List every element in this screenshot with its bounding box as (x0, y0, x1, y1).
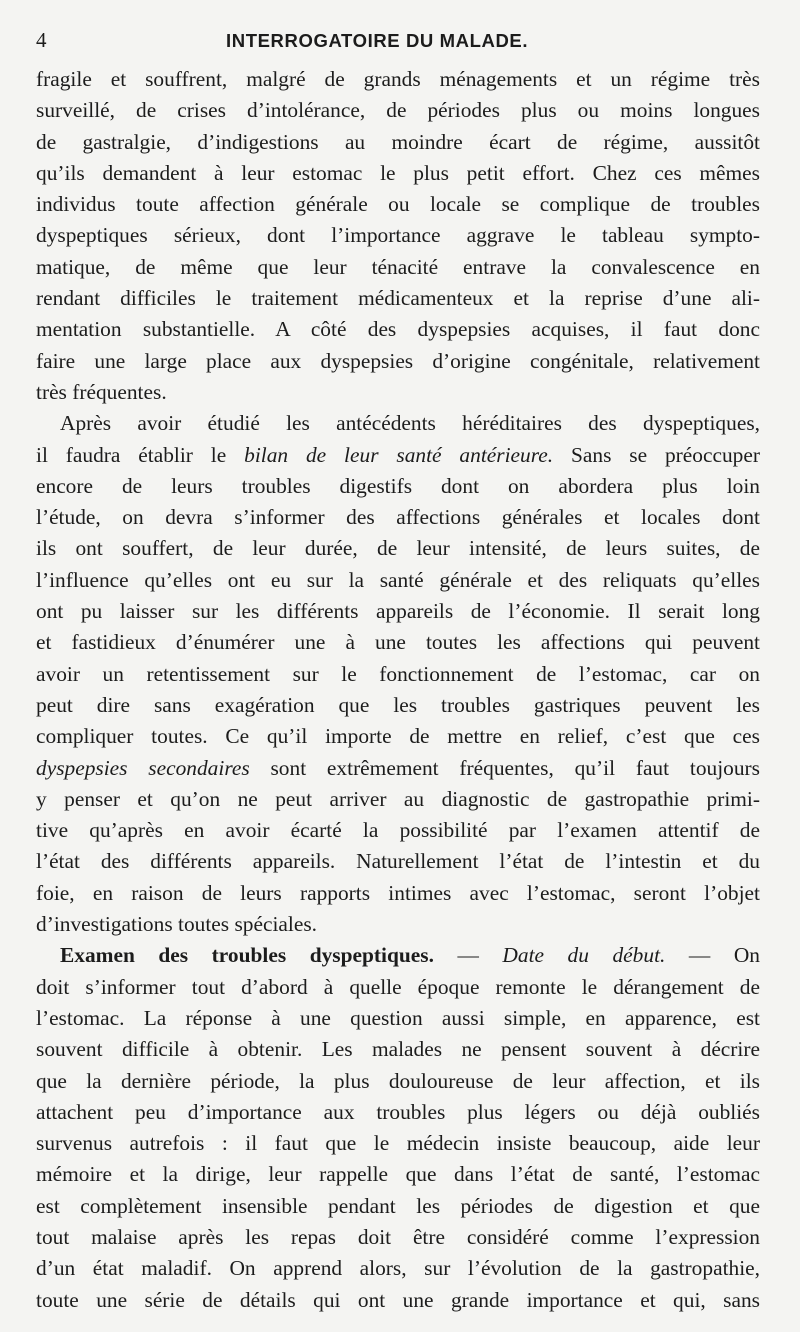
text-line: surveillé, de crises d’intolérance, de périodes plus ou moins longues (36, 98, 760, 123)
text-line: foie, en raison de leurs rapports intimes avec l’estomac, seront l’objet (36, 880, 760, 905)
text-line: d’investigations toutes spéciales. (36, 912, 317, 937)
section-heading: Examen des troubles dyspeptiques. (60, 943, 434, 968)
paragraph-2 (36, 408, 760, 940)
text-line: attachent peu d’importance aux troubles plus légers ou déjà oubliés (36, 1099, 760, 1124)
text-line: individus toute affection générale ou locale se complique de troubles (36, 192, 760, 217)
text-line: dyspeptiques sérieux, dont l’importance aggrave le tableau sympto- (36, 223, 760, 248)
text-line: encore de leurs troubles digestifs dont on abordera plus loin (36, 473, 760, 498)
text-line: y penser et qu’on ne peut arriver au diagnostic de gastropathie primi- (36, 786, 760, 811)
text-line: que la dernière période, la plus douloureuse de leur affection, et ils (36, 1068, 760, 1093)
running-title: INTERROGATOIRE DU MALADE. (226, 30, 529, 51)
text-line: de gastralgie, d’indigestions au moindre écart de régime, aussitôt (36, 129, 760, 154)
text-line: qu’ils demandent à leur estomac le plus petit effort. Chez ces mêmes (36, 160, 760, 185)
text-line: avoir un retentissement sur le fonctionnement de l’estomac, car on (36, 661, 760, 686)
text-line: l’influence qu’elles ont eu sur la santé générale et des reliquats qu’elles (36, 567, 760, 592)
text-line: faire une large place aux dyspepsies d’origine congénitale, relativement (36, 348, 760, 373)
text-line: souvent difficile à obtenir. Les malades ne pensent souvent à décrire (36, 1037, 760, 1062)
page-number: 4 (36, 28, 47, 52)
italic-phrase: dyspepsies secondaires (36, 755, 250, 780)
text-line: doit s’informer tout d’abord à quelle époque remonte le dérangement de (36, 974, 760, 999)
text-line: très fréquentes. (36, 379, 167, 404)
text-line: l’état des différents appareils. Naturellement l’état de l’intestin et du (36, 849, 760, 874)
text-line: survenus autrefois : il faut que le médecin insiste beaucoup, aide leur (36, 1131, 760, 1156)
page-header (36, 28, 760, 64)
text-line: fragile et souffrent, malgré de grands ménagements et un régime très (36, 67, 760, 91)
text-line: ils ont souffert, de leur durée, de leur intensité, de leurs suites, de (36, 536, 760, 561)
text-line: ont pu laisser sur les différents appareils de l’économie. Il serait long (36, 599, 760, 624)
text-line: et fastidieux d’énumérer une à une toutes les affections qui peuvent (36, 630, 760, 655)
text-line: mentation substantielle. A côté des dyspepsies acquises, il faut donc (36, 317, 760, 342)
paragraph-3 (36, 940, 760, 1316)
text-line: rendant difficiles le traitement médicamenteux et la reprise d’une ali- (36, 286, 760, 311)
text-line: Examen des troubles dyspeptiques. — Date du début. — On (60, 943, 760, 968)
text-line: matique, de même que leur ténacité entrave la convalescence en (36, 254, 760, 279)
paragraph-1 (36, 64, 760, 408)
text-line: peut dire sans exagération que les troubles gastriques peuvent les (36, 692, 760, 717)
text-line: il faudra établir le bilan de leur santé antérieure. Sans se préoccuper (36, 442, 760, 467)
text-line: d’un état maladif. On apprend alors, sur l’évolution de la gastropathie, (36, 1256, 760, 1281)
text-line: Après avoir étudié les antécédents héréditaires des dyspeptiques, (60, 411, 760, 436)
text-line: dyspepsies secondaires sont extrêmement fréquentes, qu’il faut toujours (36, 755, 760, 780)
text-line: tive qu’après en avoir écarté la possibilité par l’examen attentif de (36, 818, 760, 843)
text-line: est complètement insensible pendant les périodes de digestion et que (36, 1193, 760, 1218)
text-line: mémoire et la dirige, leur rappelle que dans l’état de santé, l’estomac (36, 1162, 760, 1187)
text-line: compliquer toutes. Ce qu’il importe de mettre en relief, c’est que ces (36, 724, 760, 749)
italic-phrase: bilan de leur santé antérieure. (244, 442, 554, 467)
italic-subheading: Date du début. (502, 943, 666, 968)
text-line: tout malaise après les repas doit être considéré comme l’expression (36, 1224, 760, 1249)
text-line: toute une série de détails qui ont une grande importance et qui, sans (36, 1287, 760, 1312)
text-line: l’estomac. La réponse à une question aussi simple, en apparence, est (36, 1005, 760, 1030)
text-line: l’étude, on devra s’informer des affections générales et locales dont (36, 505, 760, 530)
